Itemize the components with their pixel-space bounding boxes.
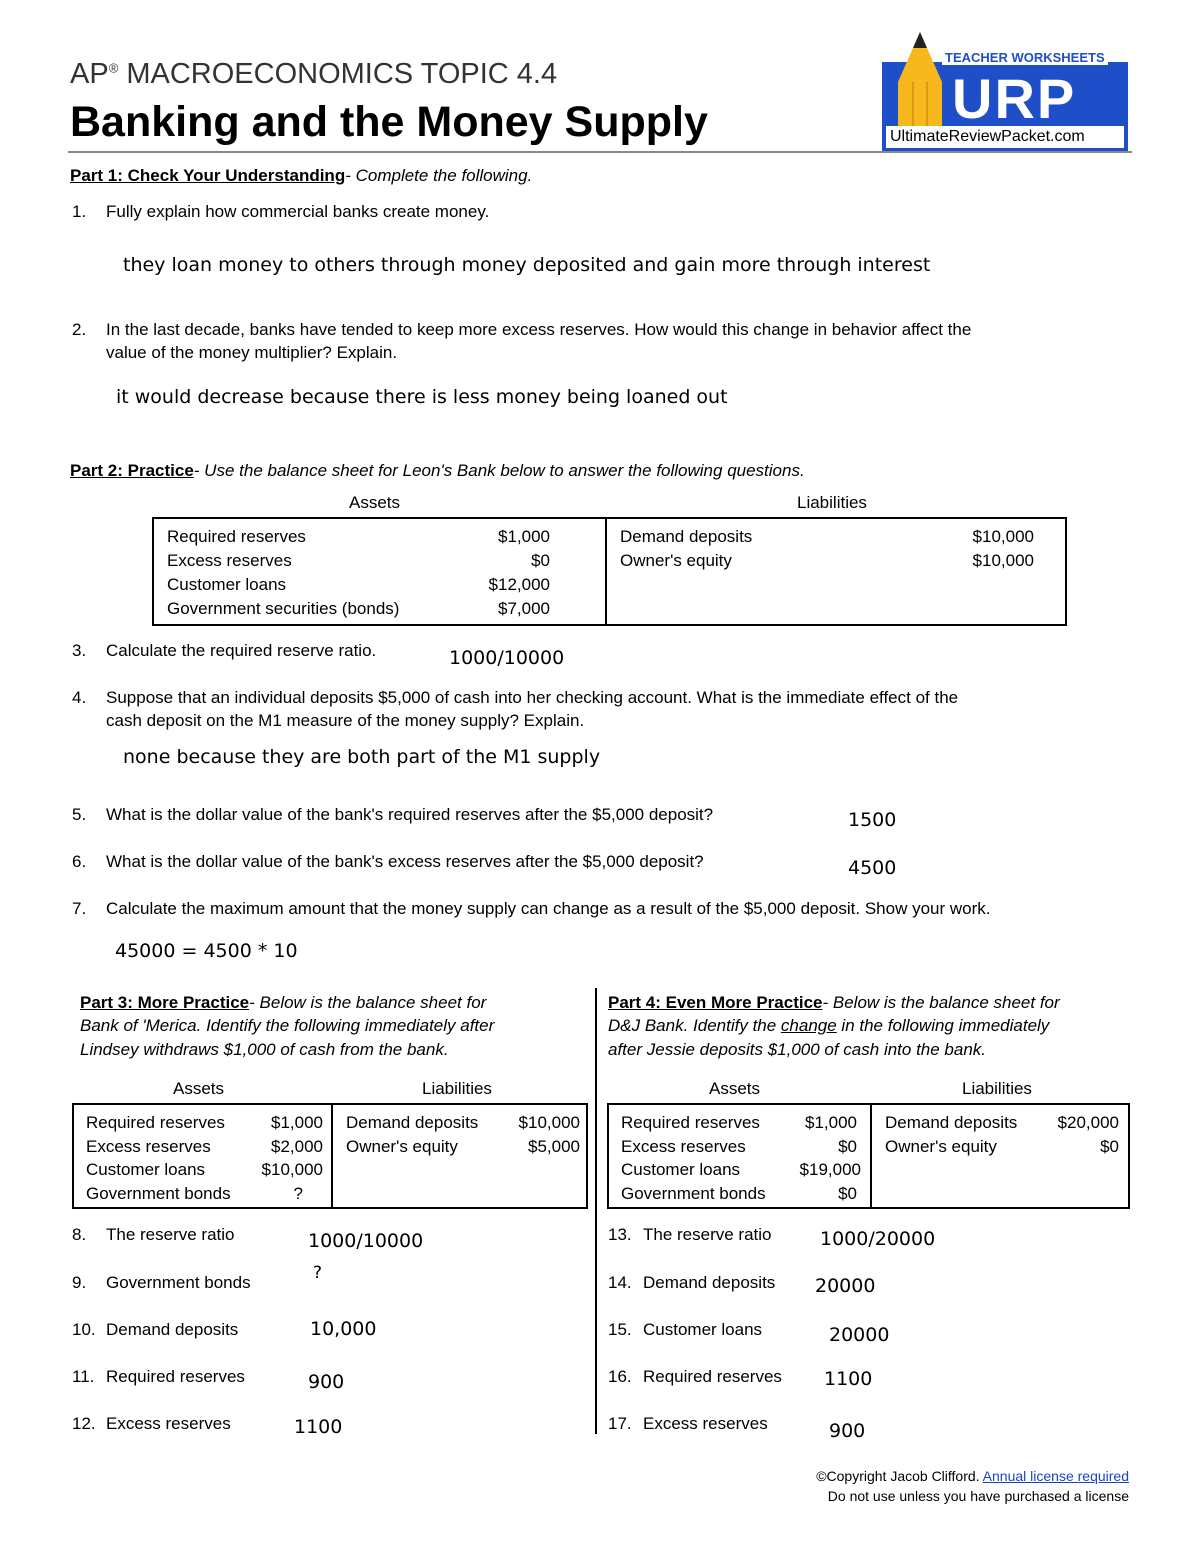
part4-liabilities-label: Liabilities [962,1079,1032,1098]
q10-text: Demand deposits [106,1320,239,1339]
q15-answer[interactable]: 20000 [829,1324,890,1346]
q8-answer[interactable]: 1000/10000 [308,1230,424,1252]
q11-answer[interactable]: 900 [308,1371,345,1393]
p2-asset-value-4: $7,000 [498,599,550,618]
q2-line1: In the last decade, banks have tended to keep more excess reserves. How would this change in behavior affect the [106,320,972,339]
q4-line1: Suppose that an individual deposits $5,000 of cash into her checking account. What is the immediate effect of the [106,688,959,707]
p3-liability-value-2: $5,000 [528,1137,580,1156]
part1-instruction: - Complete the following. [345,166,533,185]
copyright-text: ©Copyright Jacob Clifford. [816,1468,983,1484]
p4-asset-label-3: Customer loans [621,1160,741,1179]
q7-number: 7. [72,899,87,918]
q9-answer[interactable]: ? [313,1263,323,1283]
p2-asset-label-1: Required reserves [167,527,306,546]
p3-asset-label-2: Excess reserves [86,1137,211,1156]
p4-asset-value-4: $0 [838,1184,857,1203]
q6-answer[interactable]: 4500 [848,857,897,879]
q17-text: Excess reserves [643,1414,768,1433]
p2-liability-label-1: Demand deposits [620,527,753,546]
p4-liability-value-1: $20,000 [1057,1113,1119,1132]
part1-title: Part 1: Check Your Understanding [70,166,346,185]
kicker-prefix: AP [70,58,109,90]
q12-number: 12. [72,1414,96,1433]
part4-line3: after Jessie deposits $1,000 of cash into the bank. [608,1040,987,1059]
p4-asset-value-3: $19,000 [799,1160,861,1179]
q9-text: Government bonds [106,1273,251,1292]
p3-liability-label-2: Owner's equity [346,1137,458,1156]
part2-title: Part 2: Practice [70,461,194,480]
q14-number: 14. [608,1273,632,1292]
part3-assets-label: Assets [173,1079,225,1098]
part2-instruction: - Use the balance sheet for Leon's Bank below to answer the following questions. [193,461,805,480]
topic-kicker [70,58,557,91]
page-title: Banking and the Money Supply [70,98,708,146]
p3-asset-value-1: $1,000 [271,1113,323,1132]
p2-liability-value-1: $10,000 [972,527,1034,546]
q5-number: 5. [72,805,87,824]
q4-line2: cash deposit on the M1 measure of the money supply? Explain. [106,711,585,730]
q7-answer[interactable]: 45000 = 4500 * 10 [115,940,298,962]
p2-liability-label-2: Owner's equity [620,551,732,570]
part4-heading [608,993,1060,1013]
p4-asset-label-4: Government bonds [621,1184,766,1203]
part2-table-divider [605,517,607,626]
q12-text: Excess reserves [106,1414,231,1433]
q5-answer[interactable]: 1500 [848,809,897,831]
copyright-line [816,1468,1129,1484]
part2-heading [70,461,805,481]
part2-liabilities-label: Liabilities [797,493,867,512]
p2-asset-label-2: Excess reserves [167,551,292,570]
q17-number: 17. [608,1414,632,1433]
q8-text: The reserve ratio [106,1225,235,1244]
p2-asset-value-1: $1,000 [498,527,550,546]
p4-liability-label-2: Owner's equity [885,1137,997,1156]
q11-number: 11. [72,1367,95,1386]
p3-asset-label-4: Government bonds [86,1184,231,1203]
p2-asset-label-3: Customer loans [167,575,287,594]
part2-assets-label: Assets [349,493,401,512]
q13-text: The reserve ratio [643,1225,772,1244]
p3-asset-value-4: ? [293,1184,303,1203]
part4-line2 [608,1016,1049,1036]
part4-table-divider [870,1103,872,1209]
part4-line2-a: D&J Bank. Identify the [608,1016,781,1035]
p2-asset-label-4: Government securities (bonds) [167,599,400,618]
q5-text: What is the dollar value of the bank's required reserves after the $5,000 deposit? [106,805,714,824]
q1-answer[interactable]: they loan money to others through money deposited and gain more through interest [123,254,931,276]
q13-number: 13. [608,1225,632,1244]
part3-line2: Bank of 'Merica. Identify the following immediately after [80,1016,495,1035]
part1-heading [70,166,532,186]
q4-number: 4. [72,688,87,707]
q7-text: Calculate the maximum amount that the money supply can change as a result of the $5,000 deposit. Show your work. [106,899,991,918]
q17-answer[interactable]: 900 [829,1420,866,1442]
q10-answer[interactable]: 10,000 [310,1318,377,1340]
q3-number: 3. [72,641,87,660]
q11-text: Required reserves [106,1367,245,1386]
q16-text: Required reserves [643,1367,782,1386]
registered-mark: ® [108,60,119,76]
p3-asset-value-3: $10,000 [261,1160,323,1179]
p4-asset-value-1: $1,000 [805,1113,857,1132]
p2-liability-value-2: $10,000 [972,551,1034,570]
p3-asset-label-1: Required reserves [86,1113,225,1132]
part4-line2-change: change [780,1016,837,1035]
license-link[interactable]: Annual license required [982,1468,1129,1484]
part4-title: Part 4: Even More Practice [608,993,823,1012]
p4-liability-label-1: Demand deposits [885,1113,1018,1132]
header-rule [68,151,1132,153]
p3-liability-label-1: Demand deposits [346,1113,479,1132]
q14-text: Demand deposits [643,1273,776,1292]
q4-answer[interactable]: none because they are both part of the M1 supply [123,746,601,768]
q2-line2: value of the money multiplier? Explain. [106,343,398,362]
logo-main-text: URP [952,67,1077,130]
q6-number: 6. [72,852,87,871]
q10-number: 10. [72,1320,96,1339]
part4-line1: - Below is the balance sheet for [822,993,1060,1012]
part4-assets-label: Assets [709,1079,761,1098]
license-notice: Do not use unless you have purchased a license [827,1488,1129,1504]
q9-number: 9. [72,1273,87,1292]
q1-text: Fully explain how commercial banks create money. [106,202,490,221]
p3-liability-value-1: $10,000 [518,1113,580,1132]
q14-answer[interactable]: 20000 [815,1275,876,1297]
logo-url: UltimateReviewPacket.com [890,128,1085,145]
q1-number: 1. [72,202,87,221]
part3-title: Part 3: More Practice [80,993,250,1012]
part3-line1: - Below is the balance sheet for [249,993,487,1012]
parts-column-divider [595,988,597,1434]
q16-answer[interactable]: 1100 [824,1368,873,1390]
q3-answer[interactable]: 1000/10000 [449,647,565,669]
q6-text: What is the dollar value of the bank's excess reserves after the $5,000 deposit? [106,852,704,871]
p3-asset-value-2: $2,000 [271,1137,323,1156]
q2-number: 2. [72,320,87,339]
p4-asset-label-1: Required reserves [621,1113,760,1132]
part3-line3: Lindsey withdraws $1,000 of cash from the bank. [80,1040,449,1059]
q15-number: 15. [608,1320,632,1339]
part3-liabilities-label: Liabilities [422,1079,492,1098]
q2-answer[interactable]: it would decrease because there is less money being loaned out [116,386,728,408]
kicker-rest: MACROECONOMICS TOPIC 4.4 [118,58,558,90]
part4-line2-b: in the following immediately [836,1016,1050,1035]
p2-asset-value-2: $0 [531,551,550,570]
p3-asset-label-3: Customer loans [86,1160,206,1179]
q12-answer[interactable]: 1100 [294,1416,343,1438]
urp-logo [882,32,1130,152]
p4-asset-value-2: $0 [838,1137,857,1156]
p4-asset-label-2: Excess reserves [621,1137,746,1156]
part3-table-divider [331,1103,333,1209]
logo-top-text: TEACHER WORKSHEETS [942,50,1108,65]
p2-asset-value-3: $12,000 [488,575,550,594]
q3-text: Calculate the required reserve ratio. [106,641,377,660]
q13-answer[interactable]: 1000/20000 [820,1228,936,1250]
part3-heading [80,993,486,1013]
q16-number: 16. [608,1367,632,1386]
q8-number: 8. [72,1225,87,1244]
q15-text: Customer loans [643,1320,763,1339]
p4-liability-value-2: $0 [1100,1137,1119,1156]
